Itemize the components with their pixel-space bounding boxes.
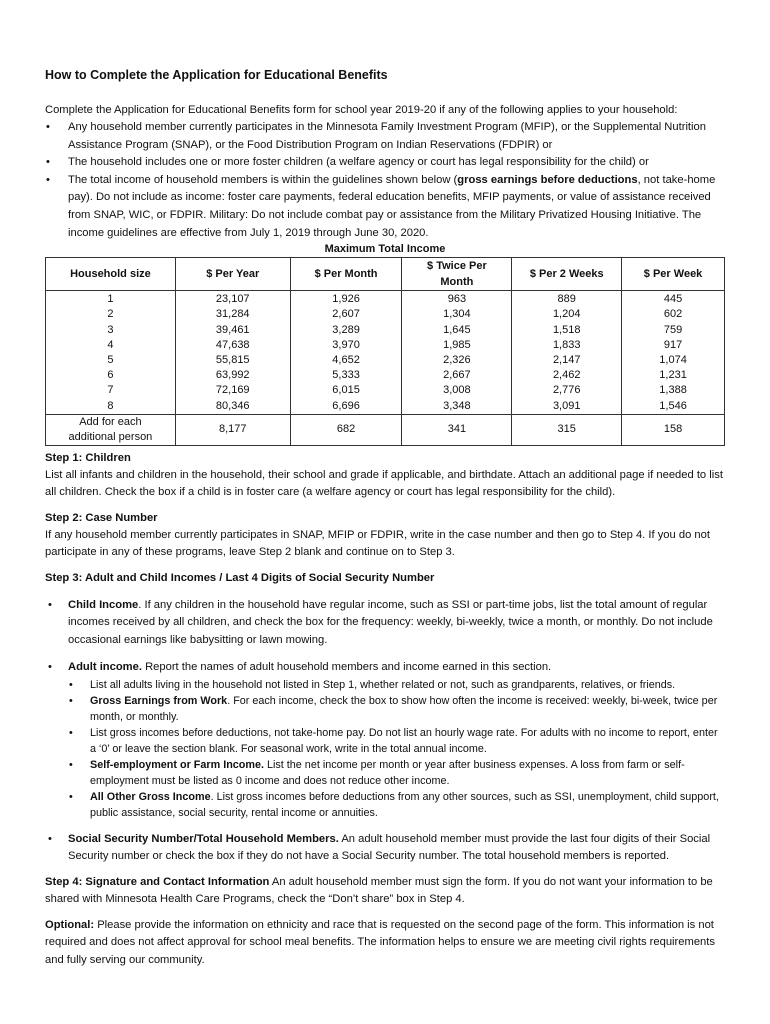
- adult-income-label: Adult income.: [68, 661, 142, 674]
- table-cell: 2,462: [512, 368, 622, 383]
- other-income-text: . List gross incomes before deductions from any other sources, such as SSI, unemployment, child support, public assistance, social security, rental income or annuities.: [90, 790, 719, 819]
- table-cell: 39,461: [175, 323, 290, 338]
- table-cell: 80,346: [175, 399, 290, 415]
- table-cell: 1,074: [622, 353, 725, 368]
- table-row: [46, 338, 725, 353]
- table-cell: 1,204: [512, 307, 622, 322]
- table-cell: 6,015: [290, 383, 402, 398]
- col-per-2-weeks: $ Per 2 Weeks: [512, 258, 622, 291]
- ssn-label: Social Security Number/Total Household Members.: [68, 832, 339, 845]
- table-cell: 3,348: [402, 399, 512, 415]
- adult-sub-item: • List gross incomes before deductions, not take-home pay. Do not list an hourly wage rate. For adults with no income to report, enter a ‘0’ or leave the section blank. For seasonal work, write in the total annual income.: [68, 725, 725, 757]
- gross-earnings-label: Gross Earnings from Work: [90, 694, 228, 707]
- col-twice-per-month: $ Twice Per Month: [402, 258, 512, 291]
- adult-sub-item: [68, 757, 725, 789]
- adult-sub-item: • List all adults living in the household not listed in Step 1, whether related or not, such as grandparents, relatives, or friends.: [68, 677, 725, 693]
- table-cell: 3,970: [290, 338, 402, 353]
- child-income-item: [45, 597, 725, 650]
- income-text-start: The total income of household members is within the guidelines shown below (: [68, 173, 458, 186]
- table-cell: 759: [622, 323, 725, 338]
- self-employment-label: Self-employment or Farm Income.: [90, 758, 264, 771]
- page-title: How to Complete the Application for Educational Benefits: [45, 68, 388, 82]
- table-cell: 2: [46, 307, 176, 322]
- table-cell: 8: [46, 399, 176, 415]
- table-cell: 1: [46, 291, 176, 308]
- table-row: [46, 353, 725, 368]
- col-per-year: $ Per Year: [175, 258, 290, 291]
- step2-heading: Step 2: Case Number: [45, 511, 158, 524]
- income-text-end: , not take-home pay). Do not include as income: foster care payments, federal education benefits, MFIP payments, or value of assistance received from SNAP, WIC, or FDPIR. Military: Do not include combat pay or assistance from the Military Privatized Housing Initiative. The income guidelines are effective from July 1, 2019 through June 30, 2020.: [68, 173, 716, 239]
- table-cell: 1,926: [290, 291, 402, 308]
- step3-heading: Step 3: Adult and Child Incomes / Last 4 Digits of Social Security Number: [45, 571, 435, 584]
- eligibility-item-program: • Any household member currently participates in the Minnesota Family Investment Program (MFIP), or the Supplemental Nutrition Assistance Program (SNAP), or the Food Distribution Program on Indian Reservations (FDPIR) or: [45, 119, 725, 154]
- table-cell: 917: [622, 338, 725, 353]
- table-cell: Add for each additional person: [46, 414, 176, 445]
- col-per-week: $ Per Week: [622, 258, 725, 291]
- ssn-item: [45, 831, 725, 866]
- table-cell: 158: [622, 414, 725, 445]
- table-cell: 7: [46, 383, 176, 398]
- table-cell: 8,177: [175, 414, 290, 445]
- table-cell: 682: [290, 414, 402, 445]
- self-employment-text: List the net income per month or year after business expenses. A loss from farm or self-employment must be listed as 0 income and does not reduce other income.: [90, 758, 685, 787]
- table-row: [46, 368, 725, 383]
- child-income-text: . If any children in the household have regular income, such as SSI or part-time jobs, list the total amount of regular incomes received by all children, and check the box for the frequency: weekly, bi-weekly, twice a month, or monthly. Do not include occasional earnings like babysitting or lawn mowing.: [68, 598, 713, 646]
- table-cell: 3,289: [290, 323, 402, 338]
- adult-sub-item: [68, 693, 725, 725]
- col-per-month: $ Per Month: [290, 258, 402, 291]
- step1-heading: Step 1: Children: [45, 451, 131, 464]
- table-cell: 47,638: [175, 338, 290, 353]
- table-row: [46, 291, 725, 308]
- adult-income-item: [45, 659, 725, 821]
- table-cell: 315: [512, 414, 622, 445]
- adult-sub-item: [68, 789, 725, 821]
- table-cell: 445: [622, 291, 725, 308]
- optional-paragraph: [45, 917, 725, 970]
- eligibility-list: [45, 119, 725, 242]
- table-cell: 3,008: [402, 383, 512, 398]
- step1-text: List all infants and children in the household, their school and grade if applicable, and birthdate. Attach an additional page if needed to list all children. Check the box if a child is in foster care (a welfare agency or court has legal responsibility for the child).: [45, 468, 723, 499]
- table-cell: 1,518: [512, 323, 622, 338]
- step4-text: An adult household member must sign the form. If you do not want your information to be shared with Minnesota Health Care Programs, check the “Don’t share” box in Step 4.: [45, 875, 713, 906]
- optional-heading: Optional:: [45, 918, 95, 931]
- table-cell: 963: [402, 291, 512, 308]
- table-cell: 341: [402, 414, 512, 445]
- table-cell: 2,147: [512, 353, 622, 368]
- ssn-text: An adult household member must provide the last four digits of their Social Security number or check the box if they do not have a Social Security number. The total household members is reported.: [68, 832, 711, 863]
- table-cell: 31,284: [175, 307, 290, 322]
- table-cell: 1,833: [512, 338, 622, 353]
- table-cell: 5: [46, 353, 176, 368]
- table-cell: 23,107: [175, 291, 290, 308]
- table-cell: 6,696: [290, 399, 402, 415]
- table-cell: 6: [46, 368, 176, 383]
- step3-list: [45, 597, 725, 866]
- table-cell: 2,667: [402, 368, 512, 383]
- child-income-label: Child Income: [68, 598, 139, 611]
- table-cell: 889: [512, 291, 622, 308]
- table-row-additional: [46, 414, 725, 445]
- table-cell: 1,985: [402, 338, 512, 353]
- table-cell: 55,815: [175, 353, 290, 368]
- table-cell: 72,169: [175, 383, 290, 398]
- income-table: [45, 257, 725, 446]
- table-cell: 1,546: [622, 399, 725, 415]
- table-cell: 5,333: [290, 368, 402, 383]
- eligibility-item-foster: • The household includes one or more foster children (a welfare agency or court has legal responsibility for the child) or: [45, 154, 725, 172]
- table-cell: 2,776: [512, 383, 622, 398]
- table-row: [46, 383, 725, 398]
- table-header-row: [46, 258, 725, 291]
- step4-paragraph: [45, 874, 725, 909]
- adult-income-sublist: [68, 677, 725, 821]
- table-cell: 2,326: [402, 353, 512, 368]
- optional-text: Please provide the information on ethnicity and race that is requested on the second page of the form. This information is not required and does not affect approval for school meal benefits. The information helps to ensure we are meeting civil rights requirements and fully serving our community.: [45, 918, 715, 966]
- table-cell: 1,304: [402, 307, 512, 322]
- step4-heading: Step 4: Signature and Contact Information: [45, 875, 270, 888]
- table-cell: 63,992: [175, 368, 290, 383]
- step2-text: If any household member currently participates in SNAP, MFIP or FDPIR, write in the case number and then go to Step 4. If you do not participate in any of these programs, leave Step 2 blank and continue on to Step 3.: [45, 528, 710, 559]
- table-caption: Maximum Total Income: [324, 243, 446, 256]
- gross-earnings-text: . For each income, check the box to show how often the income is received: weekly, bi-week, twice per month, or monthly.: [90, 694, 718, 723]
- adult-income-text: Report the names of adult household members and income earned in this section.: [141, 661, 552, 674]
- col-household-size: Household size: [46, 258, 176, 291]
- other-income-label: All Other Gross Income: [90, 790, 211, 803]
- table-row: [46, 307, 725, 322]
- table-cell: 1,645: [402, 323, 512, 338]
- table-cell: 1,231: [622, 368, 725, 383]
- table-cell: 3,091: [512, 399, 622, 415]
- table-cell: 1,388: [622, 383, 725, 398]
- table-cell: 2,607: [290, 307, 402, 322]
- intro-text: Complete the Application for Educational Benefits form for school year 2019-20 if any of the following applies to your household:: [45, 104, 678, 116]
- table-cell: 602: [622, 307, 725, 322]
- table-cell: 4: [46, 338, 176, 353]
- eligibility-item-income: [45, 172, 725, 242]
- table-cell: 4,652: [290, 353, 402, 368]
- table-row: [46, 399, 725, 415]
- income-text-bold: gross earnings before deductions: [457, 173, 638, 186]
- table-cell: 3: [46, 323, 176, 338]
- table-row: [46, 323, 725, 338]
